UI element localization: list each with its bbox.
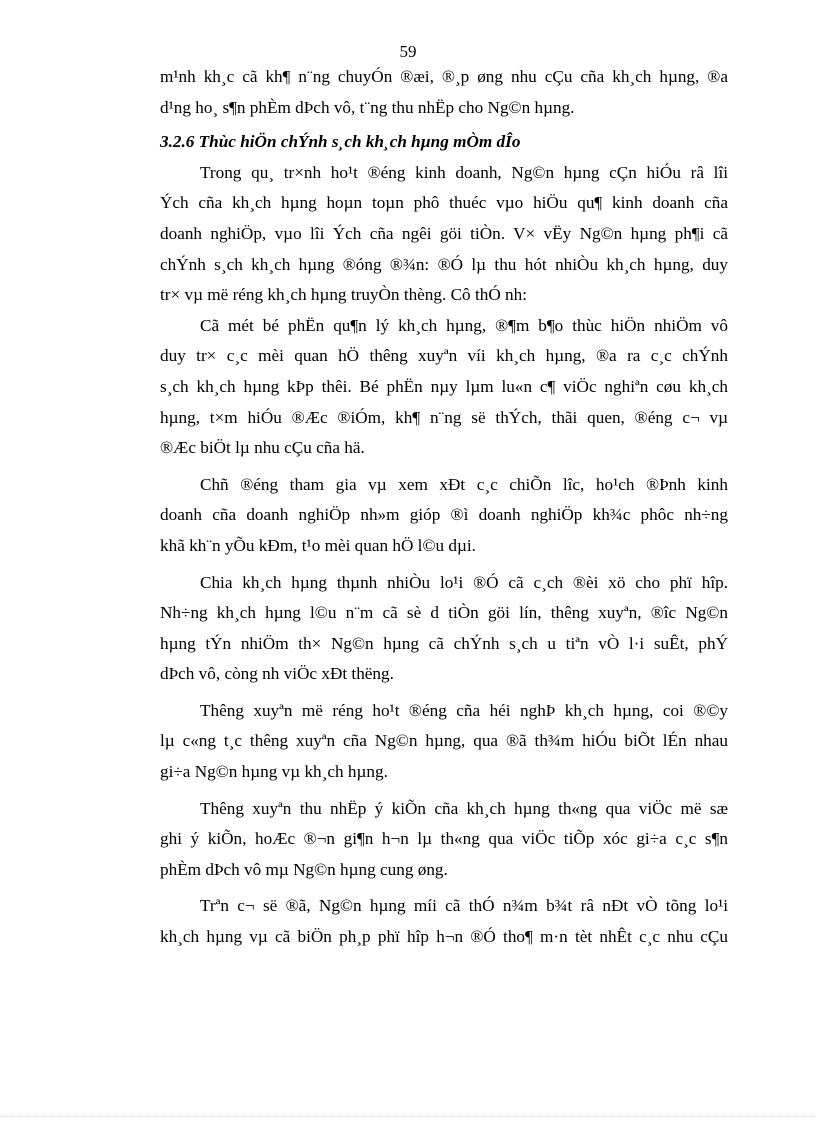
text-line: Thêng xuyªn thu nhËp ý kiÕn cña kh¸ch hµng th«ng qua viÖc më sæ xyxy=(200,798,728,818)
text-line: dÞch vô, còng nh viÖc xÐt thëng. xyxy=(160,664,394,684)
page-number: 59 xyxy=(399,42,417,61)
text-line: Trªn c¬ së ®ã, Ng©n hµng míi cã thÓ n¾m b¾t râ nÐt vÒ tõng lo¹i xyxy=(200,896,728,916)
text-line: phÈm dÞch vô mµ Ng©n hµng cung øng. xyxy=(160,859,448,879)
text-line: Nh÷ng kh¸ch hµng l©u n¨m cã sè d tiÒn göi lín, thêng xuyªn, ®îc Ng©n xyxy=(160,603,728,623)
paragraph xyxy=(160,158,728,311)
text-line: lµ c«ng t¸c thêng xuyªn cña Ng©n hµng, qua ®ã th¾m hiÓu biÕt lÉn nhau xyxy=(160,731,728,751)
text-line: Chia kh¸ch hµng thµnh nhiÒu lo¹i ®Ó cã c¸ch ®èi xö cho phï hîp. xyxy=(200,572,728,592)
text-line: d¹ng ho¸ s¶n phÈm dÞch vô, t¨ng thu nhËp cho Ng©n hµng. xyxy=(160,97,575,117)
text-line: ®Æc biÖt lµ nhu cÇu cña hä. xyxy=(160,438,365,458)
text-line: Trong qu¸ tr×nh ho¹t ®éng kinh doanh, Ng©n hµng cÇn hiÓu râ lîi xyxy=(200,162,728,182)
text-line: gi÷a Ng©n hµng vµ kh¸ch hµng. xyxy=(160,762,388,782)
text-line: Cã mét bé phËn qu¶n lý kh¸ch hµng, ®¶m b¶o thùc hiÖn nhiÖm vô xyxy=(200,315,728,335)
text-line: doanh nghiÖp, vµo lîi Ých cña ngêi göi tiÒn. V× vËy Ng©n hµng ph¶i cã xyxy=(160,223,728,243)
paragraph xyxy=(160,311,728,464)
text-line: duy tr× c¸c mèi quan hÖ thêng xuyªn víi kh¸ch hµng, ®a ra c¸c chÝnh xyxy=(160,346,728,366)
text-line: hµng tÝn nhiÖm th× Ng©n hµng cã chÝnh s¸ch u tiªn vÒ l·i suÊt, phÝ xyxy=(160,633,728,653)
text-line: tr× vµ më réng kh¸ch hµng truyÒn thèng. Cô thÓ nh: xyxy=(160,285,527,305)
text-line: Thêng xuyªn më réng ho¹t ®éng cña héi nghÞ kh¸ch hµng, coi ®©y xyxy=(200,700,728,720)
text-line: s¸ch kh¸ch hµng kÞp thêi. Bé phËn nµy lµm lu«n c¶ viÖc nghiªn cøu kh¸ch xyxy=(160,376,728,396)
intro-paragraph xyxy=(160,62,728,123)
paragraph xyxy=(160,470,728,562)
paragraph xyxy=(160,696,728,788)
text-line: doanh cña doanh nghiÖp nh»m gióp ®ì doanh nghiÖp kh¾c phôc nh÷ng xyxy=(160,505,728,525)
page-bottom-divider xyxy=(0,1116,816,1117)
text-line: ghi ý kiÕn, hoÆc ®¬n gi¶n h¬n lµ th«ng qua viÖc tiÕp xóc gi÷a c¸c s¶n xyxy=(160,829,728,849)
document-body xyxy=(160,62,728,953)
section-heading: 3.2.6 Thùc hiÖn chÝnh s¸ch kh¸ch hµng mÒm dÎo xyxy=(160,132,521,152)
text-line: m¹nh kh¸c cã kh¶ n¨ng chuyÓn ®æi, ®¸p øng nhu cÇu cña kh¸ch hµng, ®a xyxy=(160,67,728,86)
text-line: kh¸ch hµng vµ cã biÖn ph¸p phï hîp h¬n ®Ó tho¶ m·n tèt nhÊt c¸c nhu cÇu xyxy=(160,927,728,947)
text-line: hµng, t×m hiÓu ®Æc ®iÓm, kh¶ n¨ng së thÝch, thãi quen, ®éng c¬ vµ xyxy=(160,407,728,427)
paragraph xyxy=(160,891,728,952)
text-line: Chñ ®éng tham gia vµ xem xÐt c¸c chiÕn lîc, ho¹ch ®Þnh kinh xyxy=(200,474,728,494)
text-line: chÝnh s¸ch kh¸ch hµng ®óng ®¾n: ®Ó lµ thu hót nhiÒu kh¸ch hµng, duy xyxy=(160,254,728,274)
paragraph xyxy=(160,794,728,886)
text-line: khã kh¨n yÕu kÐm, t¹o mèi quan hÖ l©u dµi. xyxy=(160,535,476,555)
text-line: Ých cña kh¸ch hµng hoµn toµn phô thuéc vµo hiÖu qu¶ kinh doanh cña xyxy=(160,193,728,213)
paragraph xyxy=(160,568,728,690)
